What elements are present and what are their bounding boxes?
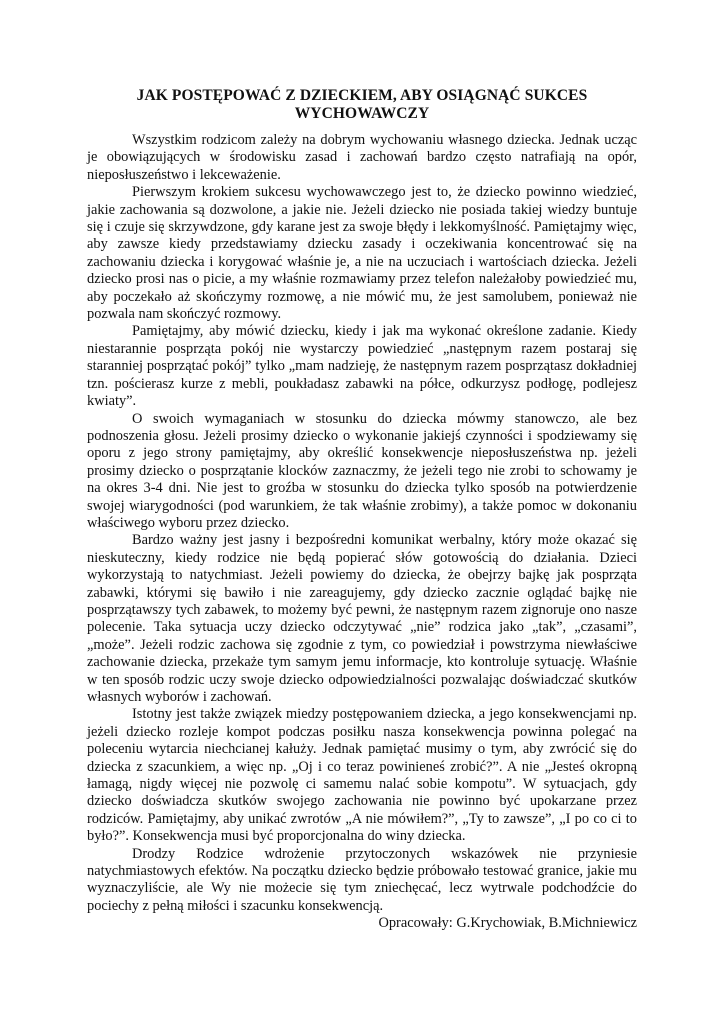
paragraph-consequences: Istotny jest także związek miedzy postępowaniem dziecka, a jego konsekwencjami np. jeżeli dziecko rozleje kompot podczas posiłku nasza konsekwencja powinna polegać na poleceniu wytarcia niechcianej kałuży. Jednak pamiętać musimy o tym, aby zwrócić się do dziecka z szacunkiem, a więc np. „Oj i co teraz powinieneś zrobić?”. A nie „Jesteś okropną łamagą, nigdy więcej nie pozwolę ci samemu nalać sobie kompotu”. W sytuacjach, gdy dziecko doświadcza skutków swojego zachowania nie powinno być upokarzane przez rodziców. Pamiętajmy, aby unikać zwrotów „A nie mówiłem?”, „Ty to zawsze”, „I po co ci to było?”. Konsekwencja musi być proporcjonalna do winy dziecka. <box>87 706 637 845</box>
author-credit: Opracowały: G.Krychowiak, B.Michniewicz <box>378 915 637 932</box>
paragraph-when-and-how: Pamiętajmy, aby mówić dziecku, kiedy i jak ma wykonać określone zadanie. Kiedy niestarannie posprząta pokój nie wystarczy powiedzieć „następnym razem postaraj się staranniej posprzątać pokój” tylko „mam nadzieję, że następnym razem posprzątasz dokładniej tzn. pościerasz kurze z mebli, poukładasz zabawki na półce, odkurzysz podłogę, podlejesz kwiaty”. <box>87 323 637 410</box>
document-title: JAK POSTĘPOWAĆ Z DZIECKIEM, ABY OSIĄGNĄĆ SUKCES WYCHOWAWCZY <box>136 87 588 122</box>
paragraph-requirements: O swoich wymaganiach w stosunku do dziecka mówmy stanowczo, ale bez podnoszenia głosu. Jeżeli prosimy dziecko o wykonanie jakiejś czynności i spodziewamy się oporu z jego strony pamiętajmy, aby określić konsekwencje nieposłuszeństwa np. jeżeli prosimy dziecko o posprzątanie klocków zaznaczmy, że jeżeli tego nie zrobi to schowamy je na okres 3-4 dni. Nie jest to groźba w stosunku do dziecka tylko sposób na potwierdzenie swojej wiarygodności (pod warunkiem, że tak właśnie zrobimy), a także pomoc w dokonaniu właściwego wyboru przez dziecko. <box>87 410 637 531</box>
paragraph-verbal-message: Bardzo ważny jest jasny i bezpośredni komunikat werbalny, który może okazać się nieskuteczny, kiedy rodzice nie będą popierać słów gotowością do działania. Dzieci wykorzystają to natychmiast. Jeżeli powiemy do dziecka, że obejrzy bajkę jak posprząta zabawki, którymi się bawiło i nie zareagujemy, gdy dziecko zacznie oglądać bajkę nie posprzątawszy tych zabawek, to możemy być pewni, że następnym razem zignoruje ono nasze polecenie. Taka sytuacja uczy dziecko odczytywać „nie” rodzica jako „tak”, „czasami”, „może”. Jeżeli rodzic zachowa się zgodnie z tym, co powiedział i powstrzyma niewłaściwe zachowanie dziecka, przekaże tym samym jemu informacje, kto kontroluje sytuację. Właśnie w ten sposób rodzic uczy swoje dziecko odpowiedzialności pozwalając doświadczać skutków własnych wyborów i zachowań. <box>87 532 637 705</box>
paragraph-closing: Drodzy Rodzice wdrożenie przytoczonych wskazówek nie przyniesie natychmiastowych efektów. Na początku dziecko będzie próbowało testować granice, jakie mu wyznaczyliście, ale Wy nie możecie się tym zniechęcać, lecz wytrwale podchodźcie do pociechy z pełną miłości i szacunku konsekwencją. <box>87 845 637 914</box>
paragraph-first-step: Pierwszym krokiem sukcesu wychowawczego jest to, że dziecko powinno wiedzieć, jakie zachowania są dozwolone, a jakie nie. Jeżeli dziecko nie posiada takiej wiedzy buntuje się i czuje się skrzywdzone, gdy karane jest za swoje błędy i lekkomyślność. Pamiętajmy więc, aby zawsze kiedy przedstawiamy dziecku zasady i oczekiwania koncentrować się na zachowaniu dziecka i korygować właśnie je, a nie na uczuciach i wartościach dziecka. Jeżeli dziecko prosi nas o picie, a my właśnie rozmawiamy przez telefon należałoby powiedzieć mu, aby poczekało aż skończymy rozmowę, a nie mówić mu, że jest samolubem, ponieważ nie pozwala nam skończyć rozmowy. <box>87 184 637 323</box>
document-page <box>87 87 637 933</box>
paragraph-intro: Wszystkim rodzicom zależy na dobrym wychowaniu własnego dziecka. Jednak ucząc je obowiązujących w środowisku zasad i zachowań bardzo często natrafiają na opór, nieposłuszeństwo i lekceważenie. <box>87 132 637 183</box>
